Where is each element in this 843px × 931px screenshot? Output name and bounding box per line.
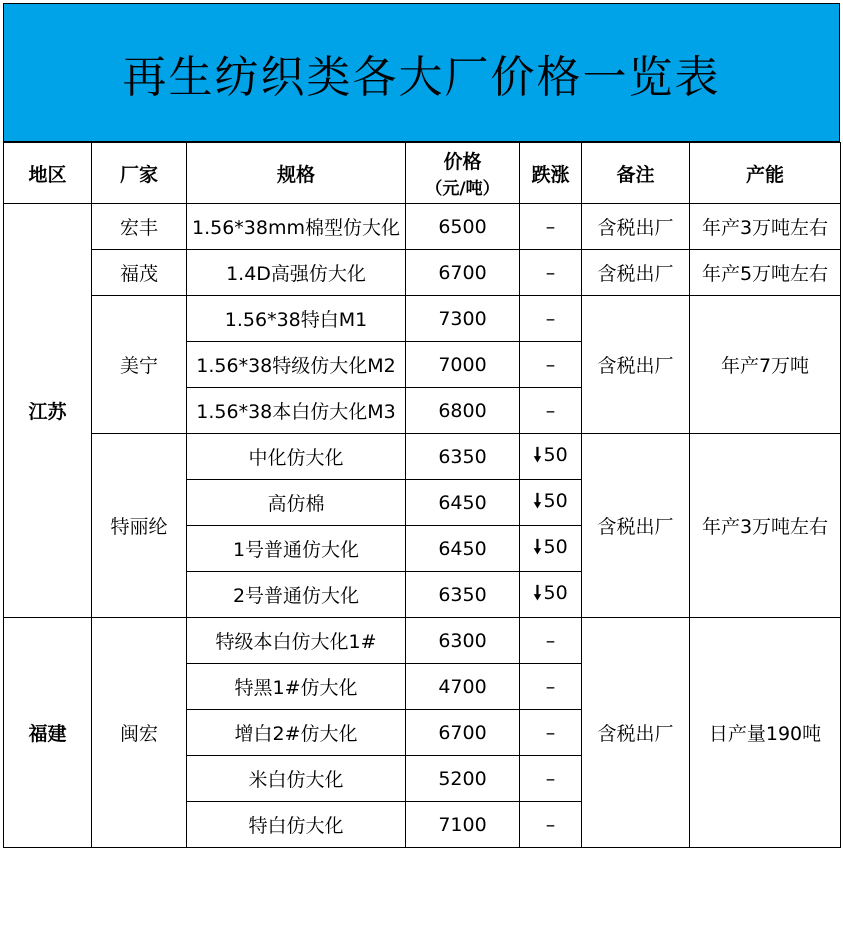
change-value: 50: [543, 581, 568, 604]
down-arrow-icon: 🠗: [533, 489, 542, 512]
note-meining: 含税出厂: [582, 296, 690, 434]
change-cell: –: [520, 342, 582, 388]
table-row: [4, 296, 841, 342]
spec-cell: 1.56*38本白仿大化M3: [187, 388, 406, 434]
change-cell: [520, 572, 582, 618]
header-price: [406, 143, 520, 204]
note-telilun: 含税出厂: [582, 434, 690, 618]
change-cell: [520, 526, 582, 572]
header-region: 地区: [4, 143, 92, 204]
region-fujian: 福建: [4, 618, 92, 848]
spec-cell: 1.4D高强仿大化: [187, 250, 406, 296]
page-title: 再生纺织类各大厂价格一览表: [122, 51, 721, 103]
price-cell: 6300: [406, 618, 520, 664]
capacity-fumao: 年产5万吨左右: [690, 250, 841, 296]
down-arrow-icon: 🠗: [533, 443, 542, 466]
spec-cell: 增白2#仿大化: [187, 710, 406, 756]
manufacturer-minhong: 闽宏: [92, 618, 187, 848]
header-row: [4, 143, 841, 204]
capacity-hongfeng: 年产3万吨左右: [690, 204, 841, 250]
price-cell: 6450: [406, 526, 520, 572]
price-cell: 6450: [406, 480, 520, 526]
price-cell: 6700: [406, 710, 520, 756]
down-arrow-icon: 🠗: [533, 581, 542, 604]
price-cell: 6700: [406, 250, 520, 296]
spec-cell: 特白仿大化: [187, 802, 406, 848]
spec-cell: 1.56*38特白M1: [187, 296, 406, 342]
table-row: [4, 250, 841, 296]
manufacturer-telilun: 特丽纶: [92, 434, 187, 618]
spec-cell: 高仿棉: [187, 480, 406, 526]
header-spec: 规格: [187, 143, 406, 204]
spec-cell: 1.56*38mm棉型仿大化: [187, 204, 406, 250]
change-cell: –: [520, 802, 582, 848]
header-note: 备注: [582, 143, 690, 204]
price-cell: 7100: [406, 802, 520, 848]
table-row: [4, 618, 841, 664]
change-cell: –: [520, 388, 582, 434]
change-cell: –: [520, 756, 582, 802]
spec-cell: 特级本白仿大化1#: [187, 618, 406, 664]
price-cell: 6350: [406, 434, 520, 480]
spec-cell: 米白仿大化: [187, 756, 406, 802]
price-table: [3, 142, 841, 848]
note-hongfeng: 含税出厂: [582, 204, 690, 250]
change-cell: –: [520, 296, 582, 342]
capacity-meining: 年产7万吨: [690, 296, 841, 434]
capacity-telilun: 年产3万吨左右: [690, 434, 841, 618]
title-banner: [3, 3, 840, 142]
table-row: [4, 434, 841, 480]
manufacturer-meining: 美宁: [92, 296, 187, 434]
spec-cell: 特黑1#仿大化: [187, 664, 406, 710]
capacity-minhong: 日产量190吨: [690, 618, 841, 848]
header-price-line1: 价格: [443, 151, 482, 173]
header-change: 跌涨: [520, 143, 582, 204]
change-value: 50: [543, 535, 568, 558]
change-cell: –: [520, 618, 582, 664]
change-cell: –: [520, 250, 582, 296]
price-cell: 7000: [406, 342, 520, 388]
note-minhong: 含税出厂: [582, 618, 690, 848]
down-arrow-icon: 🠗: [533, 535, 542, 558]
table-row: [4, 204, 841, 250]
change-cell: [520, 434, 582, 480]
change-value: 50: [543, 443, 568, 466]
change-cell: –: [520, 664, 582, 710]
header-capacity: 产能: [690, 143, 841, 204]
change-value: 50: [543, 489, 568, 512]
manufacturer-fumao: 福茂: [92, 250, 187, 296]
spec-cell: 中化仿大化: [187, 434, 406, 480]
spec-cell: 1号普通仿大化: [187, 526, 406, 572]
manufacturer-hongfeng: 宏丰: [92, 204, 187, 250]
change-cell: [520, 480, 582, 526]
price-cell: 5200: [406, 756, 520, 802]
price-cell: 4700: [406, 664, 520, 710]
spec-cell: 1.56*38特级仿大化M2: [187, 342, 406, 388]
price-cell: 6500: [406, 204, 520, 250]
price-cell: 6800: [406, 388, 520, 434]
spec-cell: 2号普通仿大化: [187, 572, 406, 618]
price-cell: 6350: [406, 572, 520, 618]
note-fumao: 含税出厂: [582, 250, 690, 296]
header-manufacturer: 厂家: [92, 143, 187, 204]
change-cell: –: [520, 710, 582, 756]
change-cell: –: [520, 204, 582, 250]
region-jiangsu: 江苏: [4, 204, 92, 618]
price-cell: 7300: [406, 296, 520, 342]
header-price-unit: （元/吨）: [425, 179, 500, 199]
